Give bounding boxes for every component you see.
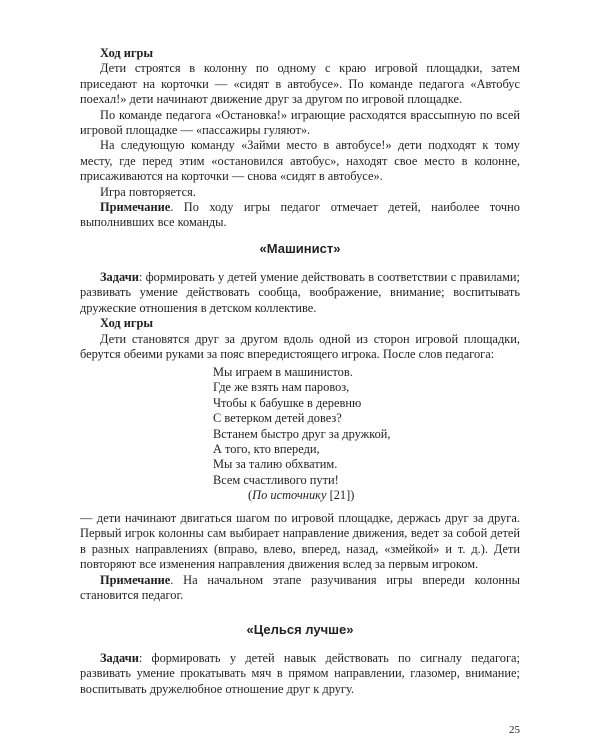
game3-tasks-text: : формировать у детей навык действовать по сигналу педагога; развивать умение прокатывать мяч в прямом направлении, глазомер, внимание; воспитывать дружелюбное отношение друг к другу.	[80, 651, 520, 696]
poem-line: Мы играем в машинистов.	[213, 365, 353, 379]
game2-rules-heading: Ход игры	[100, 316, 154, 331]
poem-line: Мы за талию обхватим.	[213, 457, 338, 472]
game2-tasks	[80, 270, 520, 316]
game1-rules-paragraph-3: На следующую команду «Займи место в автобусе!» дети подходят к тому месту, где перед этим «остановился автобус», находят свое место в колонне, присаживаются на корточки — снова «сидят в автобусе».	[80, 138, 520, 184]
poem-line: С ветерком детей довез?	[213, 411, 342, 426]
game1-rules-paragraph-1: Дети строятся в колонну по одному с краю игровой площадки, затем приседают на корточки — «сидят в автобусе». По команде педагога «Автобус поехал!» дети начинают движение друг за другом по игровой площадке.	[80, 61, 520, 107]
game1-rules-paragraph-2: По команде педагога «Остановка!» играющие расходятся врассыпную по всей игровой площадке — «пассажиры гуляют».	[80, 107, 520, 138]
game1-note-label: Примечание	[100, 200, 171, 215]
poem-source-ref: [21])	[329, 488, 355, 503]
game2-rules-paragraph-1: Дети становятся друг за другом вдоль одной из сторон игровой площадки, берутся обеими руками за пояс впередистоящего игрока. После слов педагога:	[80, 331, 520, 362]
game2-poem	[213, 365, 473, 504]
game2-intro-section	[80, 270, 520, 362]
poem-line: А того, кто впереди,	[213, 442, 320, 457]
game2-note-text: . На начальном этапе разучивания игры впереди колонны становится педагог.	[80, 572, 520, 603]
game2-title: «Машинист»	[259, 241, 341, 256]
game2-tasks-text: : формировать у детей умение действовать в соответствии с правилами; развивать умение действовать сообща, воображение, внимание; воспитывать дружеские отношения в детском коллективе.	[80, 270, 520, 315]
game2-note-label: Примечание	[100, 572, 171, 587]
page-number: 25	[509, 724, 520, 736]
poem-line: Чтобы к бабушке в деревню	[213, 395, 362, 410]
game2-tasks-label: Задачи	[100, 270, 139, 284]
poem-line: Где же взять нам паровоз,	[213, 380, 350, 395]
game3-tasks-label: Задачи	[100, 651, 139, 665]
game1-note	[80, 200, 520, 231]
game1-rules-heading: Ход игры	[100, 46, 154, 60]
poem-source: (По источнику [21])	[248, 488, 355, 503]
game3-title: «Целься лучше»	[246, 622, 354, 637]
poem-line: Всем счастливого пути!	[213, 472, 339, 487]
game1-rules-paragraph-4: Игра повторяется.	[100, 184, 196, 199]
game1-note-text: . По ходу игры педагог отмечает детей, наиболее точно выполнивших все команды.	[80, 200, 520, 230]
poem-line: Встанем быстро друг за дружкой,	[213, 426, 391, 441]
game2-continuation-section	[80, 511, 520, 603]
game1-rules-section	[80, 46, 520, 231]
game3-intro-section	[80, 651, 520, 697]
poem-source-italic: По источнику	[252, 488, 327, 503]
game2-note	[80, 573, 520, 604]
game3-tasks	[80, 651, 520, 697]
game2-rules-paragraph-2: — дети начинают двигаться шагом по игровой площадке, держась друг за друга. Первый игрок колонны сам выбирает направление движения, ведет за собой детей в разных направлениях (вправо, влево, вперед, назад, «змейкой» и т. д.). Дети повторяют все изменения направления движения вслед за первым игроком.	[80, 511, 520, 572]
